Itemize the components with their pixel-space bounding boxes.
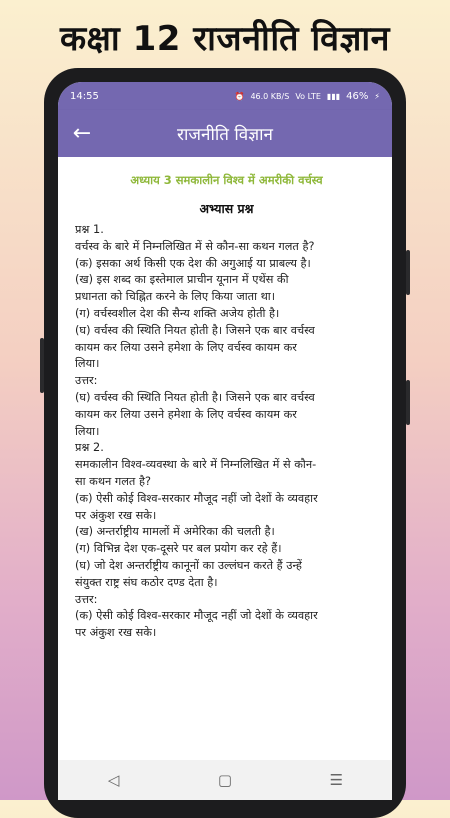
text-line: पर अंकुश रख सके।	[75, 508, 157, 522]
article-content	[58, 157, 392, 642]
phone-side-button	[40, 338, 44, 393]
battery-icon: ⚡	[374, 91, 380, 101]
text-line: (घ) वर्चस्व की स्थिति नियत होती है। जिसने एक बार वर्चस्व	[75, 390, 315, 404]
text-line: (ग) वर्चस्वशील देश की सैन्य शक्ति अजेय होती है।	[75, 306, 280, 320]
text-line: (ख) अन्तर्राष्ट्रीय मामलों में अमेरिका की चलती है।	[75, 525, 275, 539]
question-list	[75, 222, 378, 642]
net-speed: 46.0 KB/S	[250, 91, 290, 101]
system-nav-bar	[58, 760, 392, 800]
text-line: (क) इसका अर्थ किसी एक देश की अगुआई या प्राबल्य है।	[75, 256, 311, 270]
text-line: उत्तर:	[75, 592, 98, 606]
network-label: Vo LTE	[295, 91, 321, 101]
text-line: (क) ऐसी कोई विश्व-सरकार मौजूद नहीं जो देशों के व्यवहार	[75, 609, 318, 623]
app-title: राजनीति विज्ञान	[177, 125, 273, 145]
text-line: सा कथन गलत है?	[75, 474, 151, 488]
chapter-title: अध्याय 3 समकालीन विश्व में अमरीकी वर्चस्व	[130, 173, 323, 187]
text-line: लिया।	[75, 357, 100, 371]
text-line: पर अंकुश रख सके।	[75, 626, 157, 640]
status-bar	[58, 82, 392, 110]
nav-back-button[interactable]: ◁	[107, 771, 120, 789]
content-card[interactable]	[58, 157, 392, 769]
alarm-icon: ⏰	[234, 91, 245, 101]
promo-banner-title: कक्षा 12 राजनीति विज्ञान	[59, 19, 391, 59]
text-line: (ख) इस शब्द का इस्तेमाल प्राचीन यूनान में एथेंस की	[75, 273, 289, 287]
text-line: (घ) जो देश अन्तर्राष्ट्रीय कानूनों का उल्लंघन करते हैं उन्हें	[75, 558, 302, 572]
text-line: समकालीन विश्व-व्यवस्था के बारे में निम्नलिखित में से कौन-	[75, 458, 317, 472]
app-bar	[58, 110, 392, 157]
signal-icon: ▮▮▮	[326, 91, 341, 101]
back-button[interactable]	[58, 110, 106, 157]
text-line: (क) ऐसी कोई विश्व-सरकार मौजूद नहीं जो देशों के व्यवहार	[75, 491, 318, 505]
text-line: (घ) वर्चस्व की स्थिति नियत होती है। जिसने एक बार वर्चस्व	[75, 323, 315, 337]
nav-home-button[interactable]: ▢	[217, 771, 233, 789]
section-title: अभ्यास प्रश्न	[199, 201, 254, 216]
status-time: 14:55	[70, 90, 99, 102]
text-line: कायम कर लिया उसने हमेशा के लिए वर्चस्व कायम कर	[75, 407, 297, 421]
phone-side-button	[406, 250, 410, 295]
text-line: प्रश्न 1.	[75, 223, 104, 236]
text-line: संयुक्त राष्ट्र संघ कठोर दण्ड देता है।	[75, 575, 218, 589]
text-line: कायम कर लिया उसने हमेशा के लिए वर्चस्व कायम कर	[75, 340, 297, 354]
text-line: लिया।	[75, 424, 100, 438]
text-line: उत्तर:	[75, 374, 98, 388]
battery-level: 46%	[346, 90, 369, 102]
text-line: वर्चस्व के बारे में निम्नलिखित में से कौन-सा कथन गलत है?	[75, 239, 315, 253]
nav-menu-button[interactable]: ☰	[329, 771, 344, 789]
phone-screen	[58, 82, 392, 800]
text-line: प्रधानता को चिह्नित करने के लिए किया जाता था।	[75, 290, 276, 304]
phone-side-button	[406, 380, 410, 425]
text-line: प्रश्न 2.	[75, 441, 104, 455]
text-line: (ग) विभिन्न देश एक-दूसरे पर बल प्रयोग कर रहे हैं।	[75, 542, 282, 556]
arrow-left-icon: ←	[72, 121, 92, 146]
